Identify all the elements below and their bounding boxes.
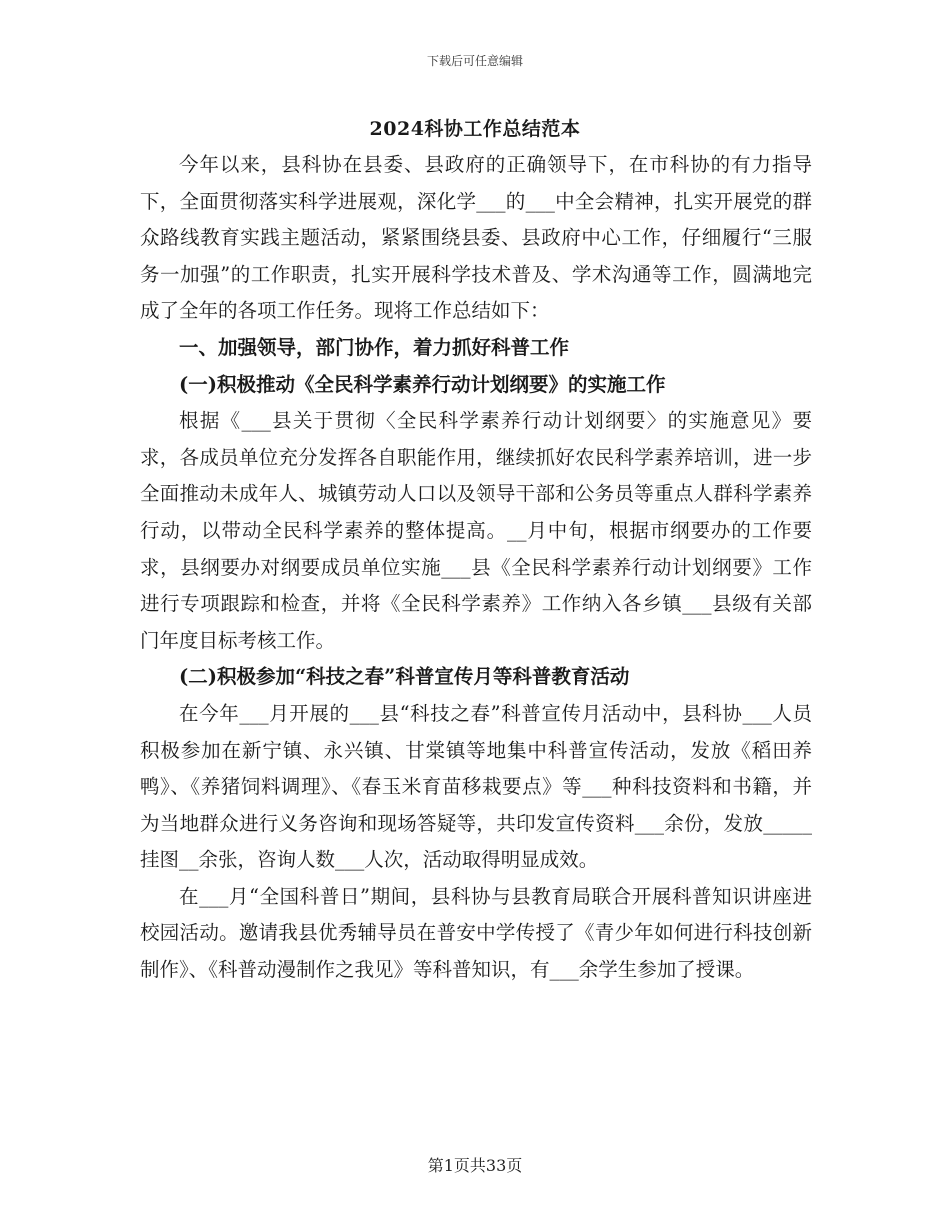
subsection-2-paragraph-2: 在___月“全国科普日”期间，县科协与县教育局联合开展科普知识讲座进校园活动。邀请我县优秀辅导员在普安中学传授了《青少年如何进行科技创新制作》、《科普动漫制作之我见》等科普知识，有___余学生参加了授课。 [140,884,812,982]
subsection-2-paragraph-1: 在今年___月开展的___县“科技之春”科普宣传月活动中，县科协___人员积极参加在新宁镇、永兴镇、甘棠镇等地集中科普宣传活动，发放《稻田养鸭》、《养猪饲料调理》、《春玉米育苗移栽要点》等___种科技资料和书籍，并为当地群众进行义务咨询和现场答疑等，共印发宣传资料___余份，发放_____挂图__余张，咨询人数___人次，活动取得明显成效。 [140,701,812,872]
subsection-2-heading: (二)积极参加“科技之春”科普宣传月等科普教育活动 [179,665,630,689]
document-title: 2024科协工作总结范本 [369,118,581,140]
subsection-1-paragraph: 根据《___县关于贯彻〈全民科学素养行动计划纲要〉的实施意见》要求，各成员单位充分发挥各自职能作用，继续抓好农民科学素养培训，进一步全面推动未成年人、城镇劳动人口以及领导干部和公务员等重点人群科学素养行动，以带动全民科学素养的整体提高。__月中旬，根据市纲要办的工作要求，县纲要办对纲要成员单位实施___县《全民科学素养行动计划纲要》工作进行专项跟踪和检查，并将《全民科学素养》工作纳入各乡镇___县级有关部门年度目标考核工作。 [140,409,812,652]
subsection-1-heading: (一)积极推动《全民科学素养行动计划纲要》的实施工作 [179,372,666,396]
page-header-note: 下载后可任意编辑 [426,54,523,68]
section-1-heading: 一、加强领导，部门协作，着力抓好科普工作 [179,335,570,359]
page-number-footer: 第1页共33页 [427,1156,523,1175]
intro-paragraph: 今年以来，县科协在县委、县政府的正确领导下，在市科协的有力指导下，全面贯彻落实科学进展观，深化学___的___中全会精神，扎实开展党的群众路线教育实践主题活动，紧紧围绕县委、县政府中心工作，仔细履行“三服务一加强”的工作职责，扎实开展科学技术普及、学术沟通等工作，圆满地完成了全年的各项工作任务。现将工作总结如下： [140,153,812,323]
document-body [140,147,812,989]
